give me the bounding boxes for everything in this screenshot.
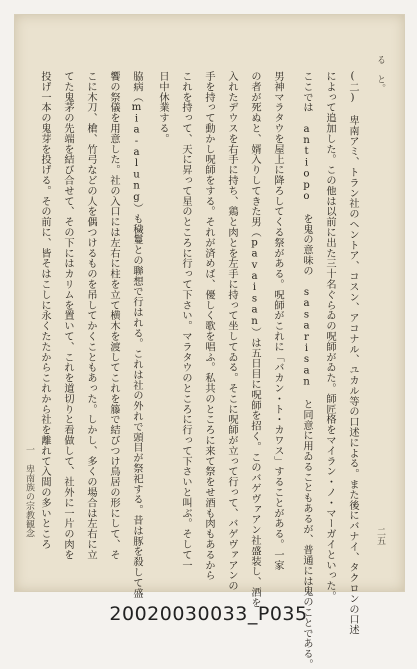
image-caption-id: 20020030033_P035 <box>109 603 308 625</box>
text-line-9: 日中休業する。 <box>157 71 168 144</box>
text-line-12: こに木刀、槍、竹弓などの人を偶つけるものを吊してかくこともあった。しかし、多くの場合は左右に立 <box>85 71 96 560</box>
header-text: る と。 <box>375 55 385 93</box>
text-line-14: 投げ一本の鬼芽を投げる。その前に、皆そはこしに永くたたからこれから社を離れて入間の多いところ <box>39 71 50 550</box>
text-line-2: によって追加した。この他は以前に出た三十名ぐらゐの呪師がゐた。師匠格をマイラン・ノ・マーガイといった。 <box>324 71 335 602</box>
text-line-7: 手を持って動かし呪師をする。それが済めば、優しく歌を唱ふ。私共のところに来て祭をせ酒も肉もあるから <box>203 71 214 581</box>
text-line-11: 饗の祭儀を用意した。社の入口には左右に柱を立て横木を渡してこれを籐で結びつけ鳥居の形にして、そ <box>108 71 119 560</box>
text-line-6: 入れたデウスを右手に持ち、鶏と肉とを左手に持って坐してゐる。そこに呪師が立って行って、バゲヴァアンの <box>226 71 237 591</box>
text-line-3: ここでは antiopo を鬼の意味の sasarisan と同意に用ゐることもあるが、普通には鬼のことである。 <box>301 71 312 669</box>
text-line-5: の者が死ぬと、婿入りしてきた男（pavaisan）は五日目に呪師を招く。このバゲヴァアン社盛装し、酒を <box>249 71 260 608</box>
text-line-8: これを持って、天に昇って星のところに行って下さい。マラタウのところに行って下さいと叫ぶ。そして一 <box>180 71 191 571</box>
footer-running-title: 一 卑南族の宗教観念 <box>24 445 34 538</box>
text-line-10: 脇病（mia-alung）も穢鬘との聯想で行はれる。これは社の外れで頭目が祭祀する。昔は豚を殺して盛 <box>131 71 142 599</box>
text-line-4: 男神マラタウを屋上に降ろしてくる祭がある。呪師がこれに「バカン・ト・カワス」することがある。一家 <box>272 71 283 571</box>
page-number: 二五 <box>375 527 385 546</box>
text-line-13: てた鬼茅の先端を結び合せて、その下にはカリムを置いて、これを道切りと看做して、社外に一片の肉を <box>62 71 73 560</box>
text-line-1: (二) 卑南アミ、トラン社のヘントア、コスン、アコナル、ユカル等の口述による。また後にバナイ、タクロンの口述 <box>347 71 358 635</box>
